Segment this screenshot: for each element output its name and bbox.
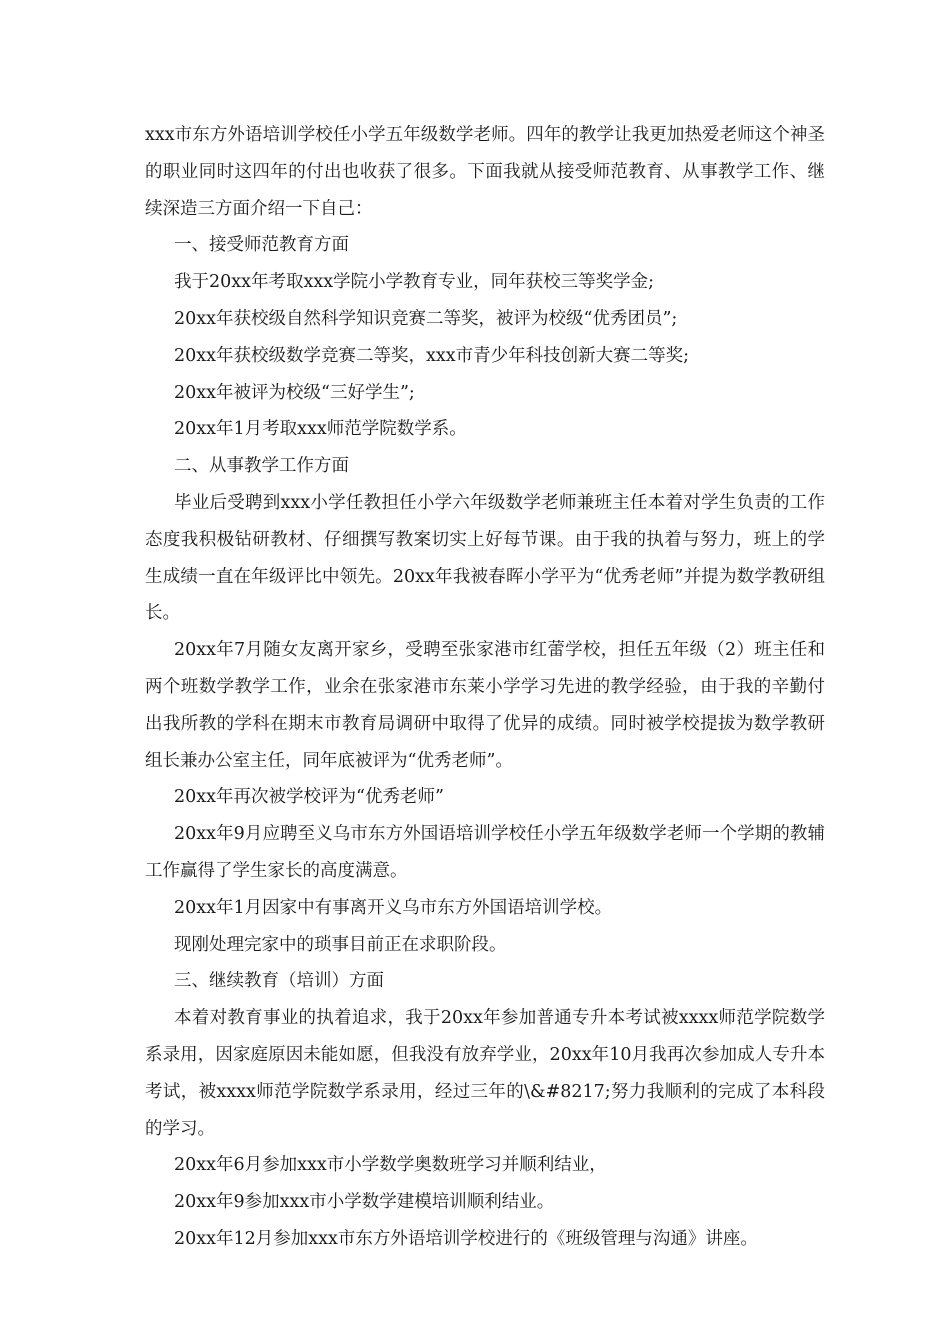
paragraph-item: 20xx年9月应聘至义乌市东方外国语培训学校任小学五年级数学老师一个学期的教辅工作赢得了学生家长的高度满意。 xyxy=(145,824,825,881)
paragraph-item: 20xx年7月随女友离开家乡，受聘至张家港市红蕾学校，担任五年级（2）班主任和两个班数学教学工作，业余在张家港市东莱小学学习先进的教学经验，由于我的辛勤付出我所教的学科在期末市教育局调研中取得了优异的成绩。同时被学校提拔为数学教研组长兼办公室主任，同年底被评为“优秀老师”。 xyxy=(145,640,825,771)
paragraph-item: 20xx年1月因家中有事离开义乌市东方外国语培训学校。 xyxy=(174,897,613,918)
paragraph-item: 20xx年12月参加xxx市东方外语培训学校进行的《班级管理与沟通》讲座。 xyxy=(174,1228,758,1249)
paragraph-item: 20xx年9参加xxx市小学数学建模培训顺利结业。 xyxy=(174,1192,555,1213)
paragraph-item: 20xx年6月参加xxx市小学数学奥数班学习并顺利结业， xyxy=(174,1155,607,1176)
paragraph-item: 20xx年获校级数学竞赛二等奖，xxx市青少年科技创新大赛二等奖; xyxy=(174,345,690,366)
section-heading-2: 二、从事教学工作方面 xyxy=(174,456,349,477)
paragraph-item: 现刚处理完家中的琐事目前正在求职阶段。 xyxy=(174,934,507,955)
paragraph-intro: xxx市东方外语培训学校任小学五年级数学老师。四年的教学让我更加热爱老师这个神圣的职业同时这四年的付出也收获了很多。下面我就从接受师范教育、从事教学工作、继续深造三方面介绍一下自己： xyxy=(145,125,825,219)
paragraph-item: 20xx年获校级自然科学知识竞赛二等奖，被评为校级“优秀团员”; xyxy=(174,308,678,329)
paragraph-item: 20xx年1月考取xxx师范学院数学系。 xyxy=(174,419,467,440)
paragraph-item: 我于20xx年考取xxx学院小学教育专业，同年获校三等奖学金; xyxy=(174,272,655,293)
paragraph-item: 20xx年被评为校级“三好学生”; xyxy=(174,382,415,403)
section-heading-1: 一、接受师范教育方面 xyxy=(174,235,349,256)
document-body xyxy=(145,117,825,1258)
paragraph-item: 毕业后受聘到xxx小学任教担任小学六年级数学老师兼班主任本着对学生负责的工作态度我积极钻研教材、仔细撰写教案切实上好每节课。由于我的执着与努力，班上的学生成绩一直在年级评比中领先。20xx年我被春晖小学平为“优秀老师”并提为数学教研组长。 xyxy=(145,492,825,624)
paragraph-item: 20xx年再次被学校评为“优秀老师” xyxy=(174,787,444,808)
paragraph-item: 本着对教育事业的执着追求，我于20xx年参加普通专升本考试被xxxx师范学院数学系录用，因家庭原因未能如愿，但我没有放弃学业，20xx年10月我再次参加成人专升本考试，被xxxx师范学院数学系录用，经过三年的\&#8217;努力我顺利的完成了本科段的学习。 xyxy=(145,1008,825,1139)
section-heading-3: 三、继续教育（培训）方面 xyxy=(174,971,384,992)
